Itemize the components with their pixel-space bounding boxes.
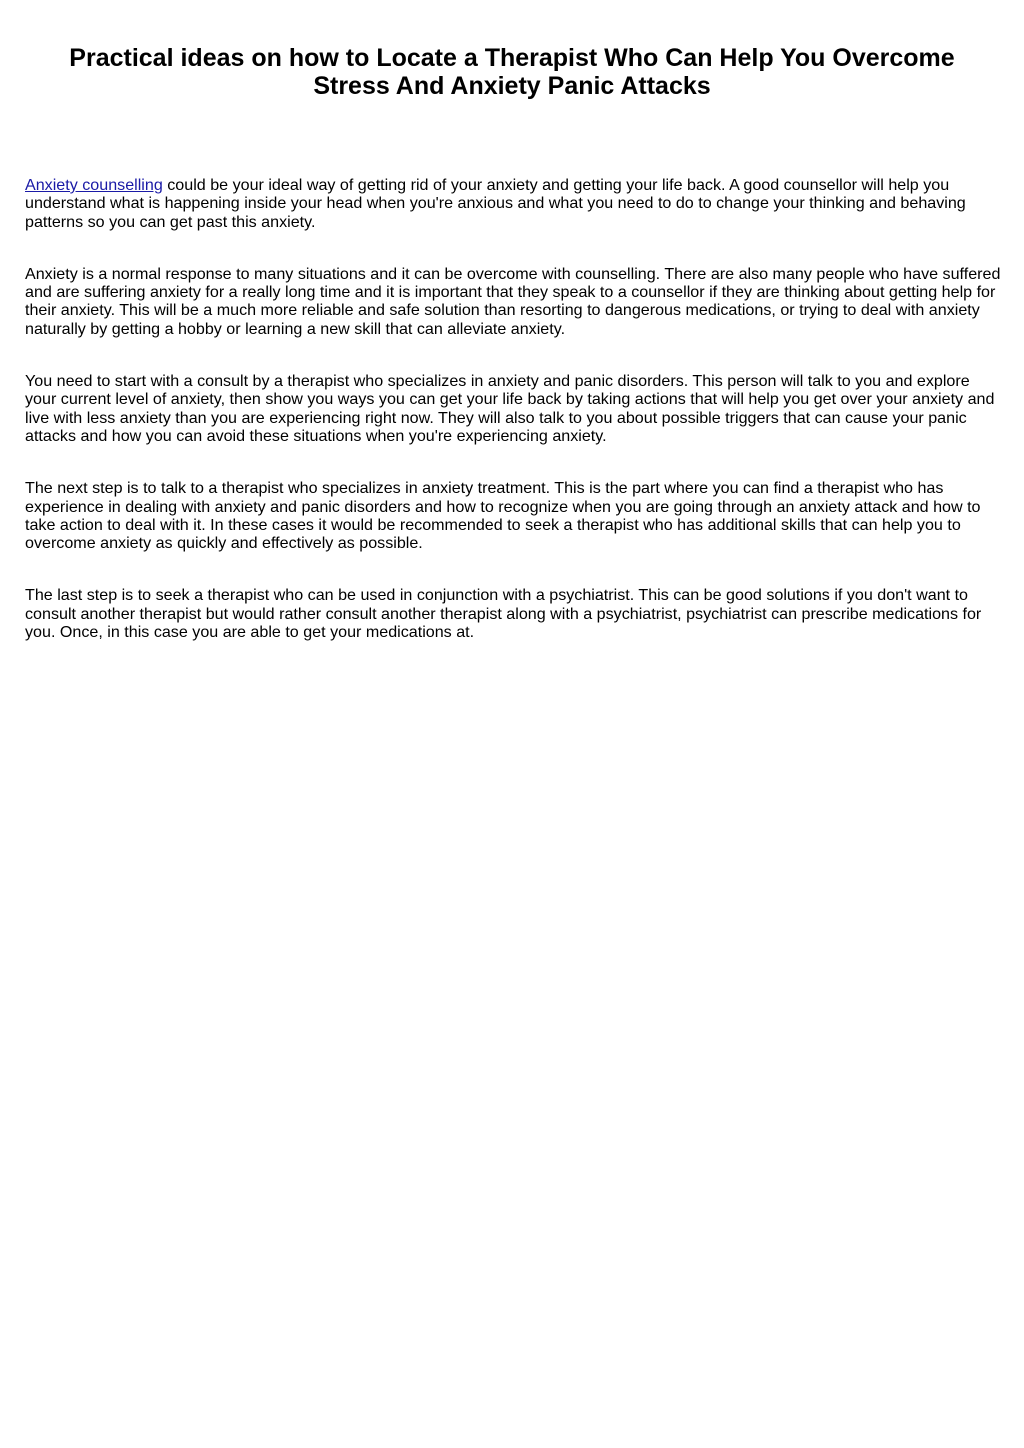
paragraph-4: The next step is to talk to a therapist who specializes in anxiety treatment. This is the part where you can find a therapist who has experience in dealing with anxiety and panic disorders and how to recognize when you are going through an anxiety attack and how to take action to deal with it. In these cases it would be recommended to seek a therapist who has additional skills that can help you to overcome anxiety as quickly and effectively as possible.	[25, 479, 981, 553]
paragraph-3: You need to start with a consult by a therapist who specializes in anxiety and panic disorders. This person will talk to you and explore your current level of anxiety, then show you ways you can get your life back by taking actions that will help you get over your anxiety and live with less anxiety than you are experiencing right now. They will also talk to you about possible triggers that can cause your panic attacks and how you can avoid these situations when you're experiencing anxiety.	[25, 372, 995, 445]
article-body	[25, 176, 1005, 675]
paragraph-5: The last step is to seek a therapist who can be used in conjunction with a psychiatrist. This can be good solutions if you don't want to consult another therapist but would rather consult another therapist along with a psychiatrist, psychiatrist can prescribe medications for you. Once, in this case you are able to get your medications at.	[25, 586, 982, 642]
anxiety-counselling-link[interactable]: Anxiety counselling	[25, 176, 163, 194]
page-title: Practical ideas on how to Locate a Therapist Who Can Help You Overcome Stress And Anxiety Panic Attacks	[69, 44, 955, 100]
paragraph-1-text: could be your ideal way of getting rid of your anxiety and getting your life back. A good counsellor will help you understand what is happening inside your head when you're anxious and what you need to do to change your thinking and behaving patterns so you can get past this anxiety.	[25, 176, 966, 231]
paragraph-2: Anxiety is a normal response to many situations and it can be overcome with counselling. There are also many people who have suffered and are suffering anxiety for a really long time and it is important that they speak to a counsellor if they are thinking about getting help for their anxiety. This will be a much more reliable and safe solution than resorting to dangerous medications, or trying to deal with anxiety naturally by getting a hobby or learning a new skill that can alleviate anxiety.	[25, 264, 1001, 338]
paragraph-1	[25, 176, 1005, 231]
